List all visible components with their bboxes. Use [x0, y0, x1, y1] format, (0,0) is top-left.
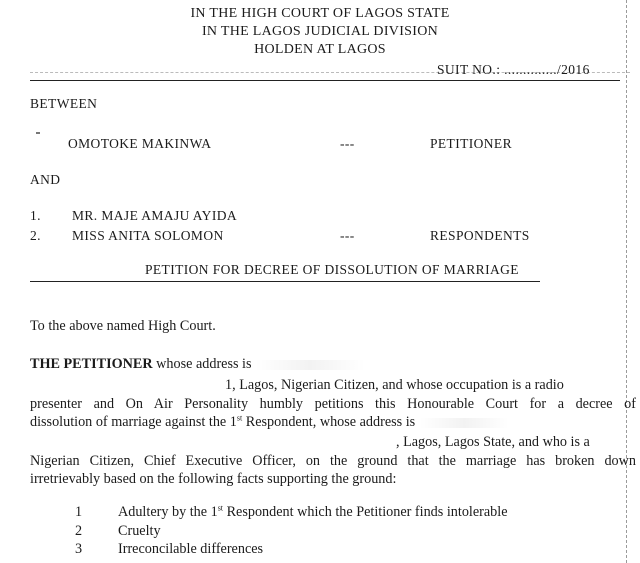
respondent-number: 2.: [30, 228, 41, 243]
fact-item: [118, 541, 263, 558]
fact-item: [118, 504, 508, 521]
respondent-number: 1.: [30, 208, 41, 223]
body-line-7: irretrievably based on the following facts supporting the ground:: [30, 471, 397, 487]
body-line-6: Nigerian Citizen, Chief Executive Officer, on the ground that the marriage has broken down: [30, 453, 636, 469]
body-line-3: presenter and On Air Personality humbly petitions this Honourable Court for a decree of: [30, 396, 636, 412]
title-rule: [30, 281, 540, 282]
superscript: st: [236, 413, 243, 423]
between-label: BETWEEN: [30, 96, 98, 111]
body-line-1: [30, 356, 365, 373]
fact-text: Adultery by the 1: [118, 504, 218, 520]
petition-title: PETITION FOR DECREE OF DISSOLUTION OF MARRIAGE: [145, 262, 519, 277]
fact-item: [118, 523, 161, 540]
fact-number: 1: [75, 504, 83, 520]
holden-at: HOLDEN AT LAGOS: [254, 42, 386, 57]
judicial-division: IN THE LAGOS JUDICIAL DIVISION: [201, 24, 439, 39]
petitioner-label: THE PETITIONER: [30, 356, 153, 372]
respondents-dashes: ---: [340, 228, 355, 243]
petitioner-dashes: ---: [340, 136, 355, 151]
suit-number: SUIT NO.: ............../2016: [437, 62, 590, 77]
body-line-4: [30, 414, 509, 431]
fact-number: 3: [75, 541, 83, 557]
superscript: st: [217, 503, 224, 513]
respondent-name: MR. MAJE AMAJU AYIDA: [72, 208, 238, 223]
fact-number: 2: [75, 523, 83, 539]
redacted-address: [419, 418, 509, 428]
redaction-mark: [36, 132, 40, 134]
page-fold-line: [626, 0, 627, 563]
body-line-5: , Lagos, Lagos State, and who is a: [396, 434, 590, 450]
redacted-address: [255, 360, 365, 370]
court-title: IN THE HIGH COURT OF LAGOS STATE: [190, 6, 450, 21]
body-line-2: 1, Lagos, Nigerian Citizen, and whose occupation is a radio: [225, 377, 564, 393]
salutation: To the above named High Court.: [30, 318, 216, 334]
fact-text-rest: Respondent which the Petitioner finds intolerable: [223, 504, 508, 520]
body-line-4-part1: dissolution of marriage against the 1: [30, 414, 237, 430]
fact-text: Cruelty: [118, 523, 161, 539]
body-line-1-rest: whose address is: [156, 356, 252, 372]
header-rule: [30, 80, 620, 81]
fact-text: Irreconcilable differences: [118, 541, 264, 557]
body-line-4-part2: Respondent, whose address is: [242, 414, 416, 430]
and-label: AND: [30, 172, 61, 187]
respondents-role: RESPONDENTS: [430, 228, 530, 243]
petitioner-name: OMOTOKE MAKINWA: [68, 136, 212, 151]
respondent-name: MISS ANITA SOLOMON: [72, 228, 224, 243]
petitioner-role: PETITIONER: [430, 136, 512, 151]
